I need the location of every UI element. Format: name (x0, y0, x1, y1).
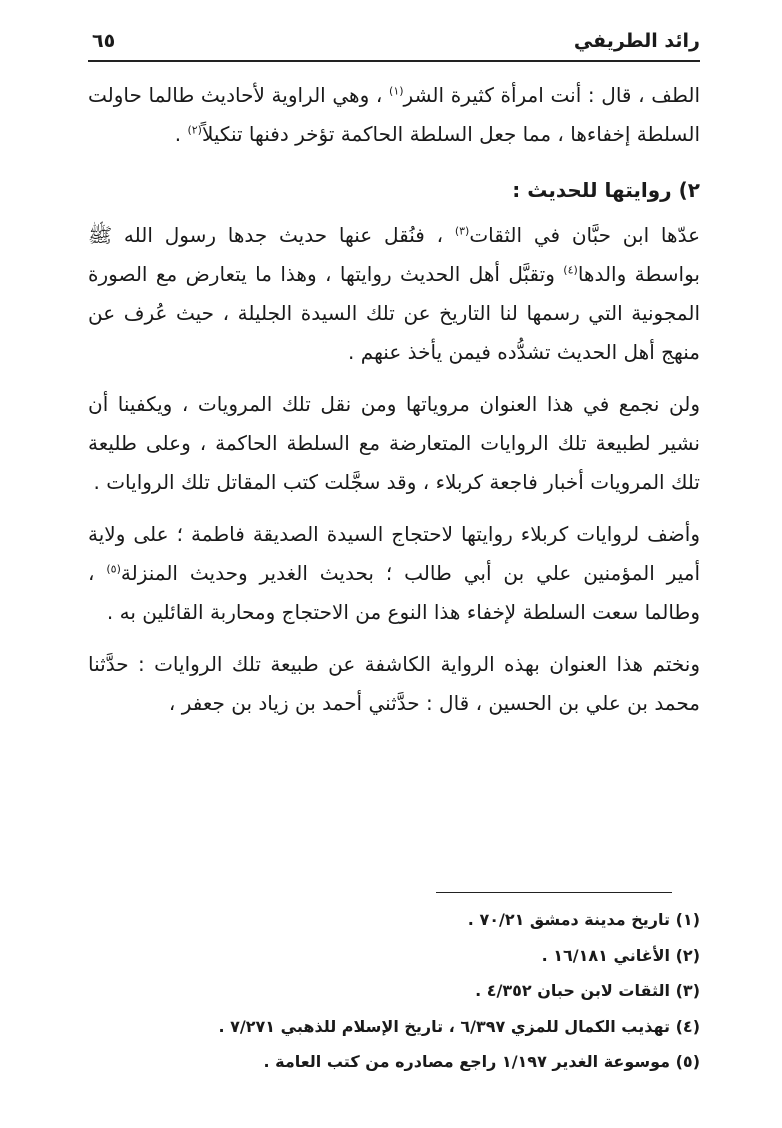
paragraph-5: ونختم هذا العنوان بهذه الرواية الكاشفة عن طبيعة تلك الروايات : حدَّثنا محمد بن علي بن الحسين ، قال : حدَّثني أحمد بن زياد بن جعفر ، (88, 651, 700, 715)
paragraph-2 (88, 216, 700, 373)
footnote-divider (436, 892, 672, 893)
paragraph-1-text-a: الطف ، قال : أنت امرأة كثيرة الشر (403, 83, 700, 107)
footnote-2: (٢) الأغاني ١٦/١٨١ . (541, 945, 700, 965)
paragraph-2-text-a: عدّها ابن حبَّان في الثقات (469, 222, 701, 247)
footnote-ref-3: (٣) (454, 223, 470, 237)
footnote-ref-4: (٤) (563, 263, 578, 277)
paragraph-2-text-c: وتقبَّل أهل الحديث روايتها ، وهذا ما يتعارض مع الصورة المجونية التي رسمها لنا التاريخ عن تلك السيدة الجليلة ، حيث عُرف عن منهج أهل الحديث تشدُّده فيمن يأخذ عنهم . (88, 261, 700, 365)
footnote-ref-2: (٢) (187, 123, 202, 137)
running-header (88, 30, 700, 62)
paragraph-4-text-b: ، وطالما سعت السلطة لإخفاء هذا النوع من الاحتجاج ومحاربة القائلين به . (88, 560, 700, 625)
paragraph-1 (88, 76, 700, 155)
footnote-5: (٥) موسوعة الغدير ١/١٩٧ راجع مصادره من كتب العامة . (263, 1052, 700, 1071)
section-heading: ٢) روايتها للحديث : (512, 177, 700, 202)
footnote-ref-1: (١) (389, 84, 404, 98)
main-text (88, 76, 700, 723)
footnote-4: (٤) تهذيب الكمال للمزي ٦/٣٩٧ ، تاريخ الإسلام للذهبي ٧/٢٧١ . (218, 1016, 700, 1036)
paragraph-4-text-a: وأضف لروايات كربلاء روايتها لاحتجاج السيدة الصديقة فاطمة ؛ على ولاية أمير المؤمنين علي بن أبي طالب ؛ بحديث الغدير وحديث المنزلة (88, 521, 701, 585)
footnotes (88, 902, 700, 1080)
paragraph-4 (88, 515, 700, 633)
paragraph-1-text-b: ، وهي الراوية لأحاديث طالما حاولت السلطة إخفاءها ، مما جعل السلطة الحاكمة تؤخر دفنها تنكيلاً (88, 83, 700, 147)
header-title: رائد الطريفي (573, 30, 700, 52)
footnote-3: (٣) الثقات لابن حبان ٤/٣٥٢ . (475, 981, 700, 1000)
page-number: ٦٥ (92, 30, 116, 52)
paragraph-1-end: . (174, 122, 182, 147)
paragraph-3: ولن نجمع في هذا العنوان مروياتها ومن نقل تلك المرويات ، ويكفينا أن نشير لطبيعة تلك الروايات المتعارضة مع السلطة الحاكمة ، وعلى طليعة تلك المرويات أخبار فاجعة كربلاء ، وقد سجَّلت كتب المقاتل تلك الروايات . (88, 391, 700, 495)
paragraph-2-text-b: ، فنُقل عنها حديث جدها رسول الله ﷺ بواسطة والدها (88, 222, 700, 286)
footnote-ref-5: (٥) (106, 562, 121, 576)
footnote-1: (١) تاريخ مدينة دمشق ٧٠/٢١ . (467, 910, 700, 929)
